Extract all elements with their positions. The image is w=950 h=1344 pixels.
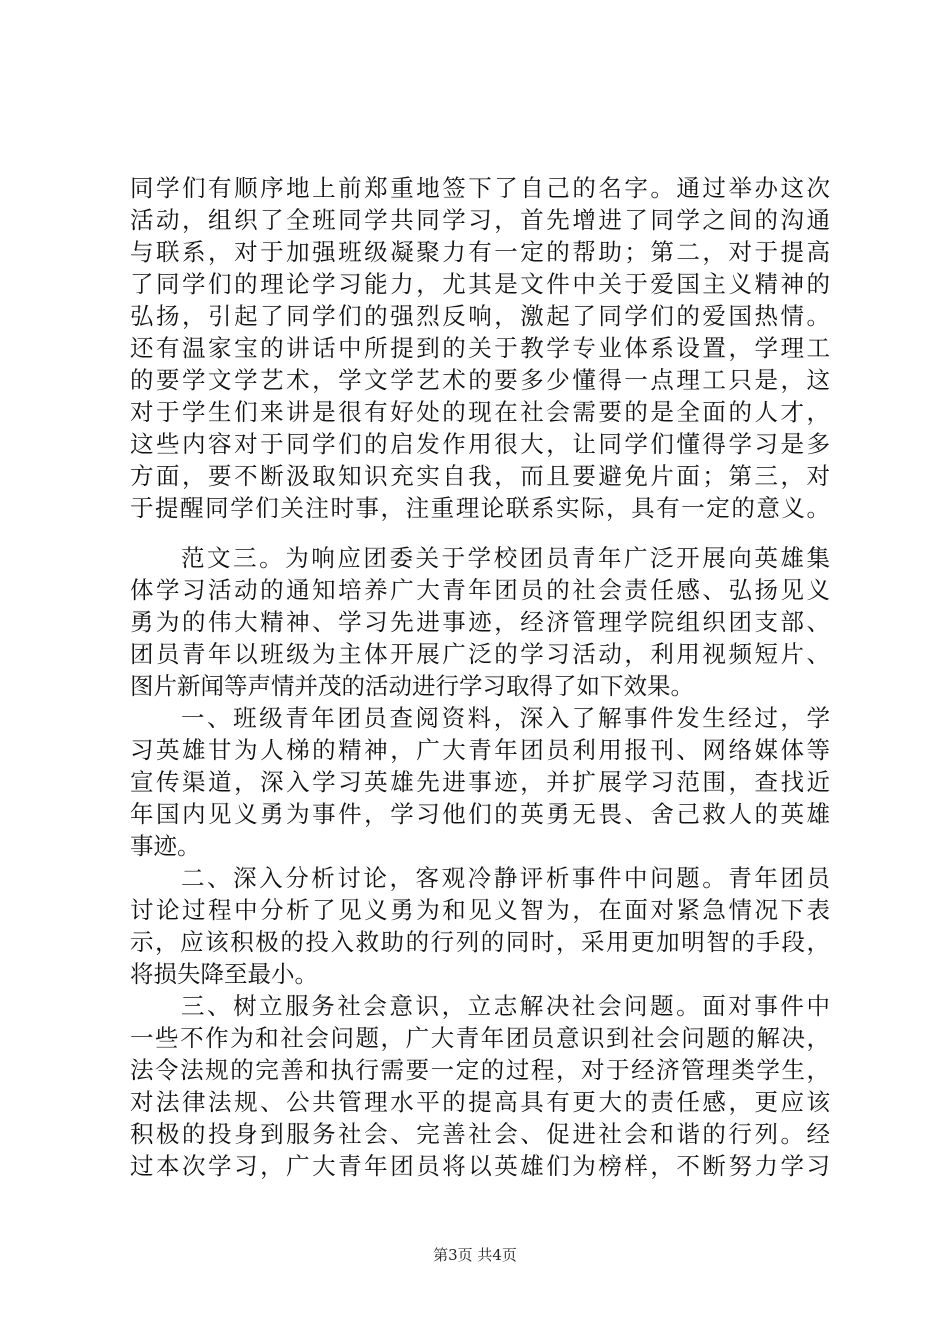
text-line: 积极的投身到服务社会、完善社会、促进社会和谐的行列。经: [130, 1120, 830, 1148]
page-number-footer: 第3页 共4页: [433, 1246, 517, 1264]
text-line: 弘扬，引起了同学们的强烈反响，激起了同学们的爱国热情。: [130, 302, 830, 330]
text-line: 宣传渠道，深入学习英雄先进事迹，并扩展学习范围，查找近: [130, 768, 830, 796]
text-line: 讨论过程中分析了见义勇为和见义智为，在面对紧急情况下表: [130, 896, 830, 924]
text-line: 还有温家宝的讲话中所提到的关于教学专业体系设置，学理工: [130, 334, 830, 362]
text-line: 事迹。: [130, 832, 201, 860]
text-line: 体学习活动的通知培养广大青年团员的社会责任感、弘扬见义: [130, 576, 830, 604]
text-line: 年国内见义勇为事件，学习他们的英勇无畏、舍己救人的英雄: [130, 800, 830, 828]
text-line: 范文三。为响应团委关于学校团员青年广泛开展向英雄集: [181, 544, 830, 572]
text-line: 示，应该积极的投入救助的行列的同时，采用更加明智的手段，: [130, 928, 830, 956]
text-line: 团员青年以班级为主体开展广泛的学习活动，利用视频短片、: [130, 640, 830, 668]
text-line: 过本次学习，广大青年团员将以英雄们为榜样，不断努力学习: [130, 1152, 830, 1180]
text-line: 同学们有顺序地上前郑重地签下了自己的名字。通过举办这次: [130, 174, 830, 202]
text-line: 勇为的伟大精神、学习先进事迹，经济管理学院组织团支部、: [130, 608, 830, 636]
text-line: 法令法规的完善和执行需要一定的过程，对于经济管理类学生，: [130, 1056, 830, 1084]
text-line: 这些内容对于同学们的启发作用很大，让同学们懂得学习是多: [130, 430, 830, 458]
text-line: 了同学们的理论学习能力，尤其是文件中关于爱国主义精神的: [130, 270, 830, 298]
text-line: 三、树立服务社会意识，立志解决社会问题。面对事件中: [181, 992, 830, 1020]
text-line: 二、深入分析讨论，客观冷静评析事件中问题。青年团员: [181, 864, 830, 892]
text-line: 将损失降至最小。: [130, 960, 318, 988]
text-line: 方面，要不断汲取知识充实自我，而且要避免片面；第三，对: [130, 462, 830, 490]
text-line: 与联系，对于加强班级凝聚力有一定的帮助；第二，对于提高: [130, 238, 830, 266]
text-line: 习英雄甘为人梯的精神，广大青年团员利用报刊、网络媒体等: [130, 736, 830, 764]
text-line: 对法律法规、公共管理水平的提高具有更大的责任感，更应该: [130, 1088, 830, 1116]
text-line: 活动，组织了全班同学共同学习，首先增进了同学之间的沟通: [130, 206, 830, 234]
text-line: 的要学文学艺术，学文学艺术的要多少懂得一点理工只是，这: [130, 366, 830, 394]
text-line: 图片新闻等声情并茂的活动进行学习取得了如下效果。: [130, 672, 694, 700]
text-line: 一些不作为和社会问题，广大青年团员意识到社会问题的解决，: [130, 1024, 830, 1052]
text-line: 一、班级青年团员查阅资料，深入了解事件发生经过，学: [181, 704, 830, 732]
text-line: 于提醒同学们关注时事，注重理论联系实际，具有一定的意义。: [130, 494, 830, 522]
text-line: 对于学生们来讲是很有好处的现在社会需要的是全面的人才，: [130, 398, 830, 426]
